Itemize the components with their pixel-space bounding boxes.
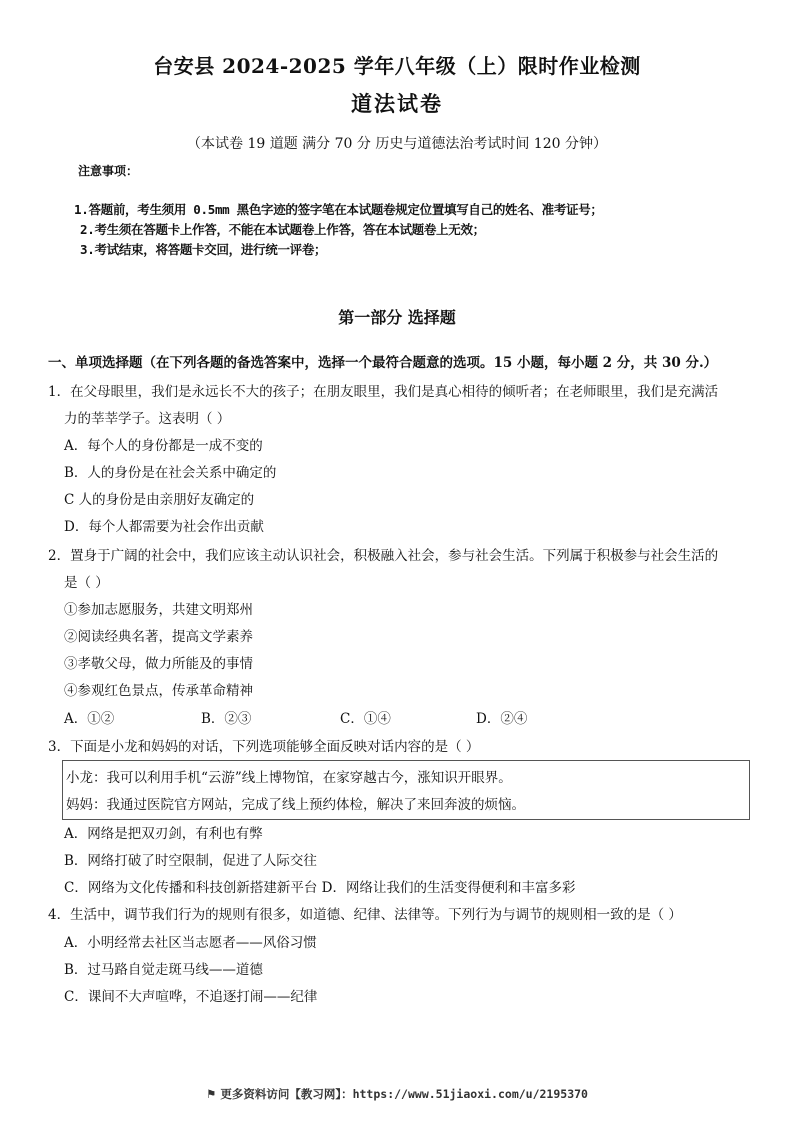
q1-option-d: D．每个人都需要为社会作出贡献 [64, 519, 264, 535]
q2-option-b: B．②③ [201, 711, 252, 727]
part-title: 第一部分 选择题 [338, 308, 456, 327]
q1-option-c: C 人的身份是由亲朋好友确定的 [64, 492, 255, 508]
q1-option-a: A．每个人的身份都是一成不变的 [64, 438, 263, 454]
dialogue-line-xiaolong: 小龙：我可以利用手机“云游”线上博物馆，在家穿越古今，涨知识开眼界。 [66, 770, 512, 786]
section-title: 一、单项选择题（在下列各题的备选答案中，选择一个最符合题意的选项。15 小题，每小题 2 分，共 30 分.） [48, 355, 718, 371]
q2-option-d: D．②④ [476, 711, 528, 727]
q2-stem-cont: 是（ ） [64, 575, 109, 591]
flag-icon: ⚑ [206, 1087, 217, 1101]
q3-option-b: B．网络打破了时空限制，促进了人际交往 [64, 853, 317, 869]
exam-title: 台安县 2024-2025 学年八年级（上）限时作业检测 [153, 54, 641, 78]
notice-item: 3.考试结束，将答题卡交回，进行统一评卷； [80, 242, 327, 257]
footer-link[interactable] [0, 1086, 794, 1102]
q2-option-a: A．①② [64, 711, 115, 727]
notice-heading: 注意事项： [78, 164, 139, 178]
q3-option-a: A．网络是把双刃剑，有利也有弊 [64, 826, 263, 842]
q1-stem-cont: 力的莘莘学子。这表明（ ） [64, 411, 231, 427]
q4-stem: 4．生活中，调节我们行为的规则有很多，如道德、纪律、法律等。下列行为与调节的规则相一致的是（ ） [48, 907, 682, 923]
q3-stem: 3．下面是小龙和妈妈的对话，下列选项能够全面反映对话内容的是（ ） [48, 739, 480, 755]
q2-option-c: C．①④ [340, 711, 391, 727]
exam-subject-title: 道法试卷 [351, 91, 443, 116]
q2-item-3: ③孝敬父母，做力所能及的事情 [64, 656, 253, 672]
q2-item-2: ②阅读经典名著，提高文学素养 [64, 629, 253, 645]
q2-stem: 2．置身于广阔的社会中，我们应该主动认识社会，积极融入社会，参与社会生活。下列属于积极参与社会生活的 [48, 548, 719, 564]
notice-item: 1.答题前，考生须用 0.5mm 黑色字迹的签字笔在本试题卷规定位置填写自己的姓名、准考证号； [74, 202, 603, 217]
q4-option-a: A．小明经常去社区当志愿者——风俗习惯 [64, 935, 317, 951]
exam-info: （本试卷 19 道题 满分 70 分 历史与道德法治考试时间 120 分钟） [187, 136, 607, 152]
dialogue-line-mother: 妈妈：我通过医院官方网站，完成了线上预约体检，解决了来回奔波的烦恼。 [66, 797, 525, 813]
q2-item-4: ④参观红色景点，传承革命精神 [64, 683, 253, 699]
q2-item-1: ①参加志愿服务，共建文明郑州 [64, 602, 253, 618]
q4-option-c: C．课间不大声喧哗，不追逐打闹——纪律 [64, 989, 318, 1005]
q1-stem: 1．在父母眼里，我们是永远长不大的孩子；在朋友眼里，我们是真心相待的倾听者；在老师眼里，我们是充满活 [48, 384, 719, 400]
q3-option-c-d: C．网络为文化传播和科技创新搭建新平台 D．网络让我们的生活变得便利和丰富多彩 [64, 880, 576, 896]
q1-option-b: B．人的身份是在社会关系中确定的 [64, 465, 277, 481]
q4-option-b: B．过马路自觉走斑马线——道德 [64, 962, 263, 978]
notice-item: 2.考生须在答题卡上作答，不能在本试题卷上作答，答在本试题卷上无效； [80, 222, 485, 237]
footer-text: 更多资料访问【教习网】：https://www.51jiaoxi.com/u/2195370 [220, 1087, 588, 1101]
